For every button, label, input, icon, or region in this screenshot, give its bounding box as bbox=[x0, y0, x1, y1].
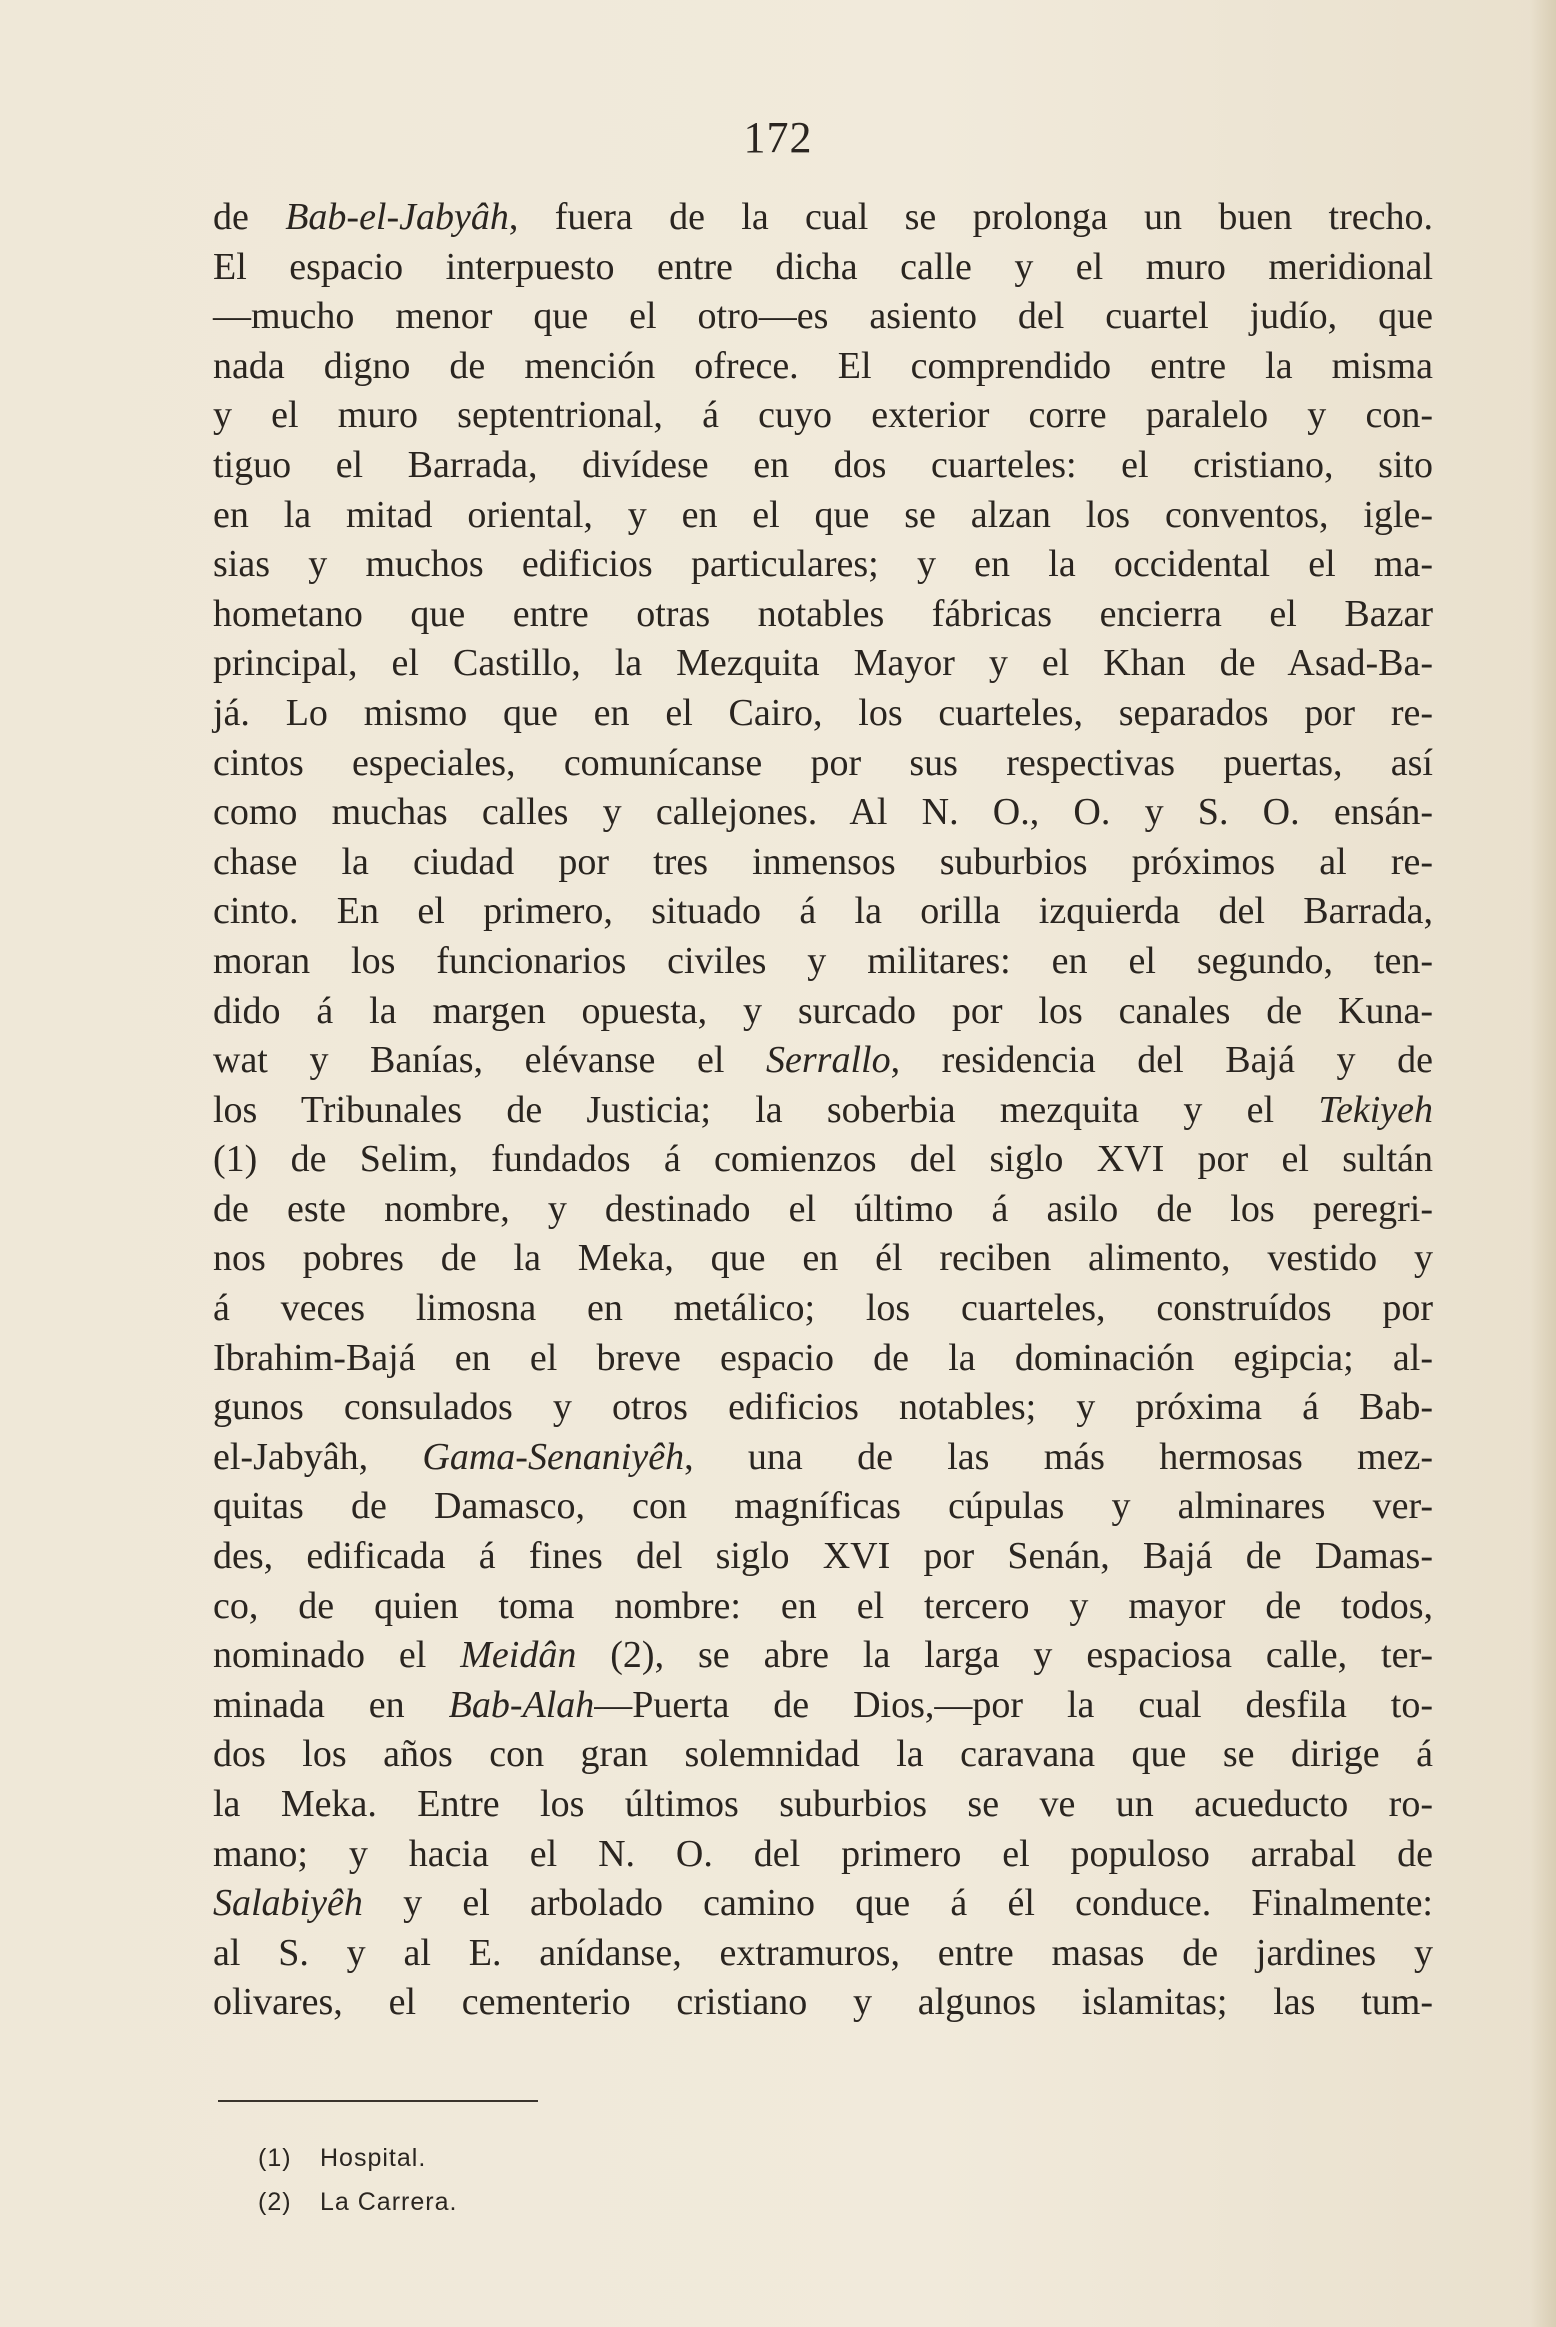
text-line bbox=[213, 193, 1433, 243]
text-run: y el arbolado camino que á él conduce. Finalmente: bbox=[362, 1882, 1433, 1925]
text-run: quitas de Damasco, con magníficas cúpulas y alminares ver- bbox=[213, 1485, 1433, 1528]
footnote-rule bbox=[218, 2100, 538, 2102]
text-line bbox=[213, 441, 1433, 491]
text-run: moran los funcionarios civiles y militares: en el segundo, ten- bbox=[213, 939, 1433, 982]
footnote-number: (1) bbox=[258, 2144, 292, 2172]
text-line bbox=[213, 1830, 1433, 1880]
text-line bbox=[213, 590, 1433, 640]
text-line bbox=[213, 1234, 1433, 1284]
text-line bbox=[213, 1978, 1433, 2028]
text-run: mano; y hacia el N. O. del primero el populoso arrabal de bbox=[213, 1832, 1433, 1875]
italic-term: Salabiyêh bbox=[213, 1882, 363, 1925]
footnotes bbox=[258, 2136, 457, 2224]
footnote-text: La Carrera. bbox=[320, 2188, 458, 2216]
text-line bbox=[213, 491, 1433, 541]
text-run: de este nombre, y destinado el último á asilo de los peregri- bbox=[213, 1187, 1433, 1230]
text-line bbox=[213, 342, 1433, 392]
text-run: el-Jabyâh, bbox=[213, 1435, 423, 1478]
text-run: co, de quien toma nombre: en el tercero y mayor de todos, bbox=[213, 1584, 1433, 1627]
text-line bbox=[213, 1780, 1433, 1830]
text-line bbox=[213, 1681, 1433, 1731]
text-line bbox=[213, 1334, 1433, 1384]
text-line bbox=[213, 1433, 1433, 1483]
footnote bbox=[258, 2136, 457, 2180]
text-line bbox=[213, 937, 1433, 987]
text-run: nos pobres de la Meka, que en él reciben alimento, vestido y bbox=[213, 1237, 1433, 1280]
text-line bbox=[213, 1532, 1433, 1582]
body-text bbox=[213, 193, 1433, 2028]
text-run: y el muro septentrional, á cuyo exterior corre paralelo y con- bbox=[213, 394, 1433, 437]
text-run: los Tribunales de Justicia; la soberbia mezquita y el bbox=[213, 1088, 1319, 1131]
text-run: cintos especiales, comunícanse por sus respectivas puertas, así bbox=[213, 741, 1433, 784]
italic-term: Bab-Alah bbox=[448, 1683, 595, 1726]
text-run: de bbox=[213, 196, 286, 238]
text-line bbox=[213, 1185, 1433, 1235]
italic-term: Meidân bbox=[460, 1634, 577, 1677]
text-run: nada digno de mención ofrece. El comprendido entre la misma bbox=[213, 344, 1433, 387]
text-run: como muchas calles y callejones. Al N. O., O. y S. O. ensán- bbox=[213, 791, 1433, 834]
text-run: hometano que entre otras notables fábricas encierra el Bazar bbox=[213, 592, 1433, 635]
text-run: chase la ciudad por tres inmensos suburbios próximos al re- bbox=[213, 840, 1433, 883]
text-run: (2), se abre la larga y espaciosa calle, ter- bbox=[576, 1634, 1433, 1677]
text-run: , una de las más hermosas mez- bbox=[684, 1435, 1433, 1478]
footnote bbox=[258, 2180, 457, 2224]
text-run: —Puerta de Dios,—por la cual desfila to- bbox=[594, 1683, 1434, 1726]
text-run: cinto. En el primero, situado á la orilla izquierda del Barrada, bbox=[213, 890, 1433, 933]
text-run: tiguo el Barrada, divídese en dos cuarteles: el cristiano, sito bbox=[213, 443, 1433, 486]
text-run: la Meka. Entre los últimos suburbios se ve un acueducto ro- bbox=[213, 1783, 1433, 1825]
text-run: wat y Banías, elévanse el bbox=[213, 1039, 767, 1082]
text-run: en la mitad oriental, y en el que se alzan los conventos, igle- bbox=[213, 493, 1433, 536]
text-line bbox=[213, 243, 1433, 293]
text-line bbox=[213, 292, 1433, 342]
text-run: gunos consulados y otros edificios notables; y próxima á Bab- bbox=[213, 1386, 1433, 1429]
text-run: sias y muchos edificios particulares; y en la occidental el ma- bbox=[213, 543, 1433, 586]
page-number: 172 bbox=[743, 113, 813, 162]
text-line bbox=[213, 1482, 1433, 1532]
text-line bbox=[213, 1036, 1433, 1086]
text-line bbox=[213, 391, 1433, 441]
text-line bbox=[213, 1284, 1433, 1334]
text-line bbox=[213, 838, 1433, 888]
text-run: al S. y al E. anídanse, extramuros, entre masas de jardines y bbox=[213, 1931, 1433, 1974]
text-run: El espacio interpuesto entre dicha calle y el muro meridional bbox=[213, 245, 1433, 288]
text-run: des, edificada á fines del siglo XVI por Senán, Bajá de Damas- bbox=[213, 1535, 1433, 1578]
italic-term: Serrallo bbox=[766, 1039, 891, 1082]
text-line bbox=[213, 639, 1433, 689]
text-line bbox=[213, 739, 1433, 789]
text-run: olivares, el cementerio cristiano y algunos islamitas; las tum- bbox=[213, 1981, 1433, 2024]
text-line bbox=[213, 987, 1433, 1037]
footnote-number: (2) bbox=[258, 2188, 292, 2216]
text-line bbox=[213, 1631, 1433, 1681]
text-line bbox=[213, 788, 1433, 838]
text-line bbox=[213, 1582, 1433, 1632]
text-line bbox=[213, 1929, 1433, 1979]
italic-term: Gama-Senaniyêh bbox=[422, 1435, 685, 1478]
text-run: principal, el Castillo, la Mezquita Mayor y el Khan de Asad-Ba- bbox=[213, 642, 1433, 685]
italic-term: Tekiyeh bbox=[1318, 1088, 1433, 1131]
text-run: , fuera de la cual se prolonga un buen trecho. bbox=[508, 196, 1433, 238]
footnote-text: Hospital. bbox=[320, 2144, 427, 2172]
text-line bbox=[213, 1135, 1433, 1185]
text-run: (1) de Selim, fundados á comienzos del siglo XVI por el sultán bbox=[213, 1138, 1433, 1181]
text-line bbox=[213, 1730, 1433, 1780]
text-run: minada en bbox=[213, 1683, 449, 1726]
text-run: á veces limosna en metálico; los cuarteles, construídos por bbox=[213, 1287, 1433, 1330]
text-run: —mucho menor que el otro—es asiento del cuartel judío, que bbox=[213, 295, 1433, 338]
text-line bbox=[213, 1383, 1433, 1433]
text-run: , residencia del Bajá y de bbox=[890, 1039, 1434, 1082]
text-run: dos los años con gran solemnidad la caravana que se dirige á bbox=[213, 1733, 1433, 1776]
text-run: Ibrahim-Bajá en el breve espacio de la dominación egipcia; al- bbox=[213, 1336, 1433, 1379]
text-run: nominado el bbox=[213, 1634, 461, 1677]
text-line bbox=[213, 1086, 1433, 1136]
text-run: dido á la margen opuesta, y surcado por los canales de Kuna- bbox=[213, 989, 1433, 1032]
text-line bbox=[213, 1879, 1433, 1929]
text-run: já. Lo mismo que en el Cairo, los cuarteles, separados por re- bbox=[213, 691, 1433, 734]
italic-term: Bab-el-Jabyâh bbox=[285, 196, 509, 238]
text-line bbox=[213, 887, 1433, 937]
page-edge-shadow bbox=[1530, 0, 1556, 2327]
text-line bbox=[213, 540, 1433, 590]
text-line bbox=[213, 689, 1433, 739]
